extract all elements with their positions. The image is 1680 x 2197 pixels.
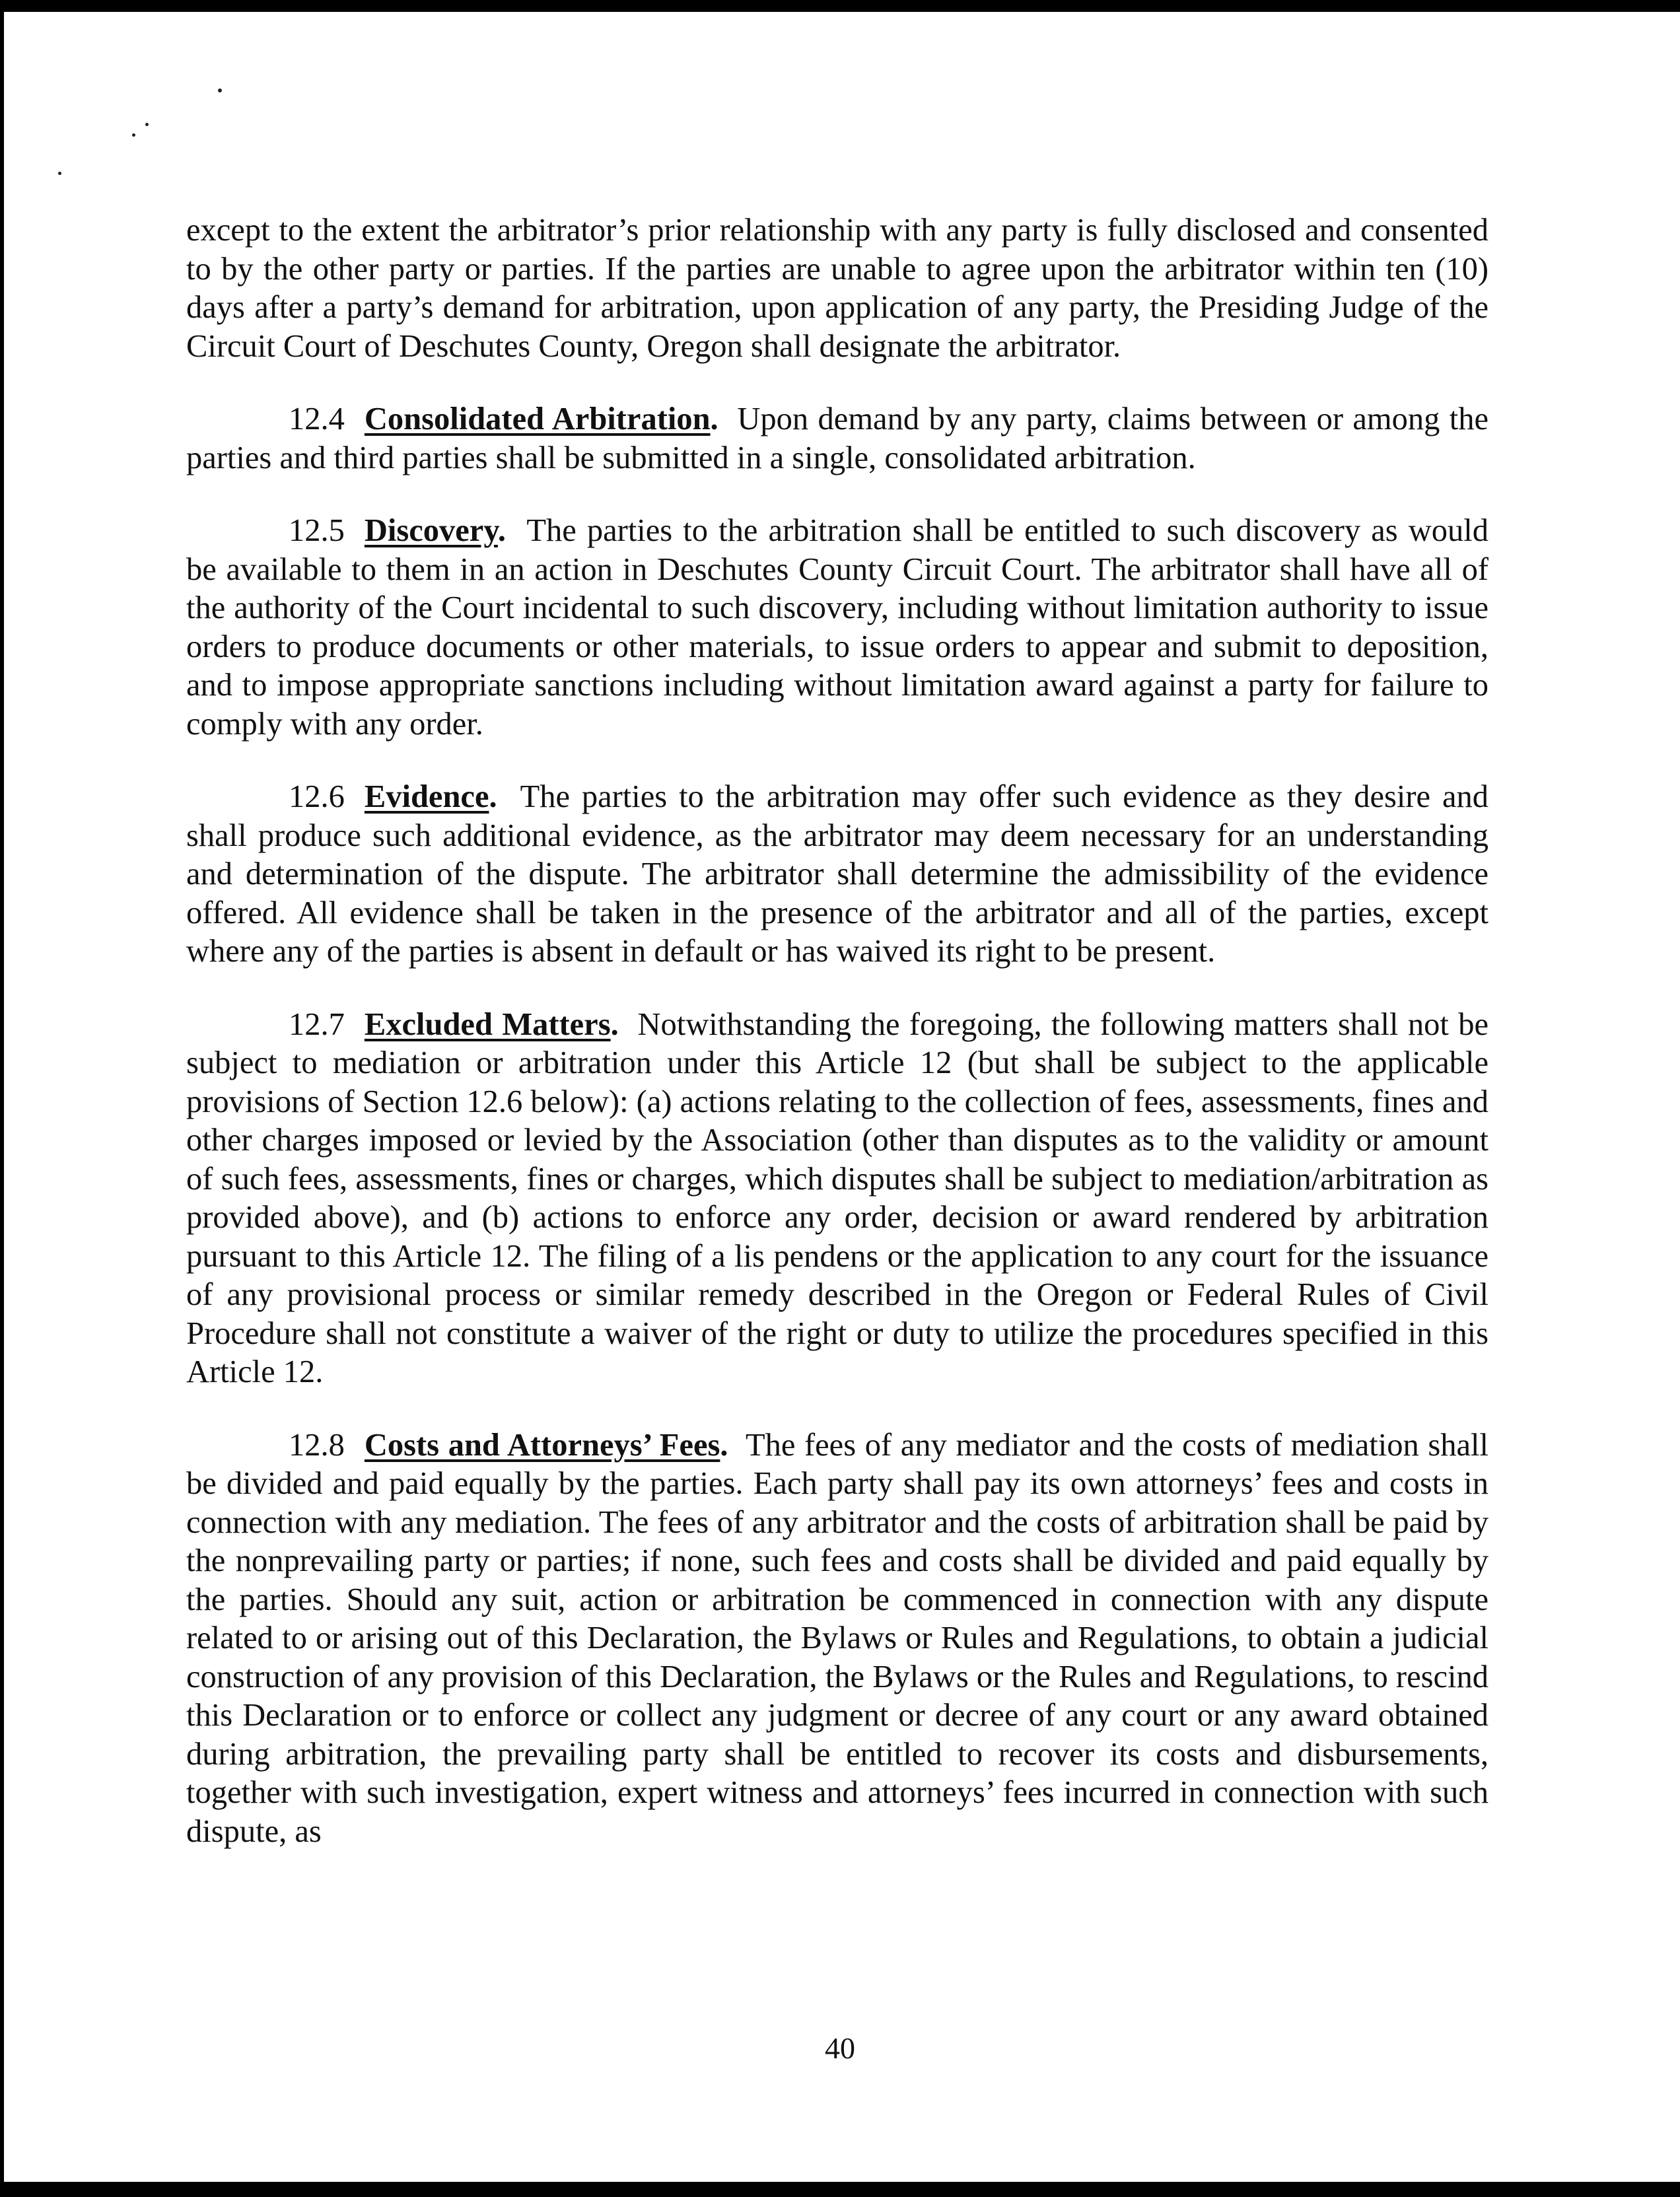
scan-speck [145,123,149,126]
heading-period: . [720,1427,728,1463]
section-12-6 [186,778,1488,971]
section-heading: Consolidated Arbitration [364,401,711,436]
heading-period: . [489,779,497,814]
section-12-5 [186,512,1488,744]
section-body: The parties to the arbitration shall be entitled to such discovery as would be available to them in an action in Deschutes County Circuit Court. The arbitrator shall have all of the authority of the Court incidental to such discovery, including without limitation authority to issue orders to produce documents or other materials, to issue orders to appear and submit to deposition, and to impose appropriate sanctions including without limitation award against a party for failure to comply with any order. [186,513,1488,742]
document-body [186,211,1488,1885]
scan-speck [132,133,135,137]
section-number: 12.4 [289,401,345,436]
heading-period: . [610,1006,619,1042]
section-body: The fees of any mediator and the costs of mediation shall be divided and paid equally by the parties. Each party shall pay its own attorneys’ fees and costs in connection with any mediation. The fees of any arbitrator and the costs of arbitration shall be paid by the nonprevailing party or parties; if none, such fees and costs shall be divided and paid equally by the parties. Should any suit, action or arbitration be commenced in connection with any dispute related to or arising out of this Declaration, the Bylaws or Rules and Regulations, to obtain a judicial construction of any provision of this Declaration, the Bylaws or the Rules and Regulations, to rescind this Declaration or to enforce or collect any judgment or decree of any court or any award obtained during arbitration, the prevailing party shall be entitled to recover its costs and disbursements, together with such investigation, expert witness and attorneys’ fees incurred in connection with such dispute, as [186,1427,1488,1849]
section-12-8 [186,1426,1488,1852]
scan-bottom-border [0,2182,1680,2197]
section-body: Notwithstanding the foregoing, the following matters shall not be subject to mediation or arbitration under this Article 12 (but shall be subject to the applicable provisions of Section 12.6 below): (a) actions relating to the collection of fees, assessments, fines and other charges imposed or levied by the Association (other than disputes as to the validity or amount of such fees, assessments, fines or charges, which disputes shall be subject to mediation/arbitration as provided above), and (b) actions to enforce any order, decision or award rendered by arbitration pursuant to this Article 12. The filing of a lis pendens or the application to any court for the issuance of any provisional process or similar remedy described in the Oregon or Federal Rules of Civil Procedure shall not constitute a waiver of the right or duty to utilize the procedures specified in this Article 12. [186,1006,1488,1389]
scan-speck [218,88,222,92]
section-number: 12.5 [289,513,345,548]
heading-period: . [710,401,718,436]
section-number: 12.6 [289,779,345,814]
section-number: 12.8 [289,1427,345,1463]
section-12-7 [186,1006,1488,1392]
scan-left-border [0,0,4,2197]
scan-top-border [0,0,1680,12]
section-heading: Costs and Attorneys’ Fees [364,1427,720,1463]
section-body: Upon demand by any party, claims between or among the parties and third parties shall be submitted in a single, consolidated arbitration. [186,401,1488,475]
section-12-4 [186,400,1488,477]
section-heading: Discovery [364,513,498,548]
page-number: 40 [825,2031,855,2065]
section-number: 12.7 [289,1006,345,1042]
scan-speck [58,172,61,175]
section-heading: Excluded Matters [364,1006,611,1042]
opening-paragraph: except to the extent the arbitrator’s prior relationship with any party is fully disclosed and consented to by the other party or parties. If the parties are unable to agree upon the arbitrator within ten (10) days after a party’s demand for arbitration, upon application of any party, the Presiding Judge of the Circuit Court of Deschutes County, Oregon shall designate the arbitrator. [186,213,1488,364]
section-heading: Evidence [364,779,489,814]
section-body: The parties to the arbitration may offer such evidence as they desire and shall produce such additional evidence, as the arbitrator may deem necessary for an understanding and determination of the dispute. The arbitrator shall determine the admissibility of the evidence offered. All evidence shall be taken in the presence of the arbitrator and all of the parties, except where any of the parties is absent in default or has waived its right to be present. [186,779,1488,969]
heading-period: . [497,513,507,548]
